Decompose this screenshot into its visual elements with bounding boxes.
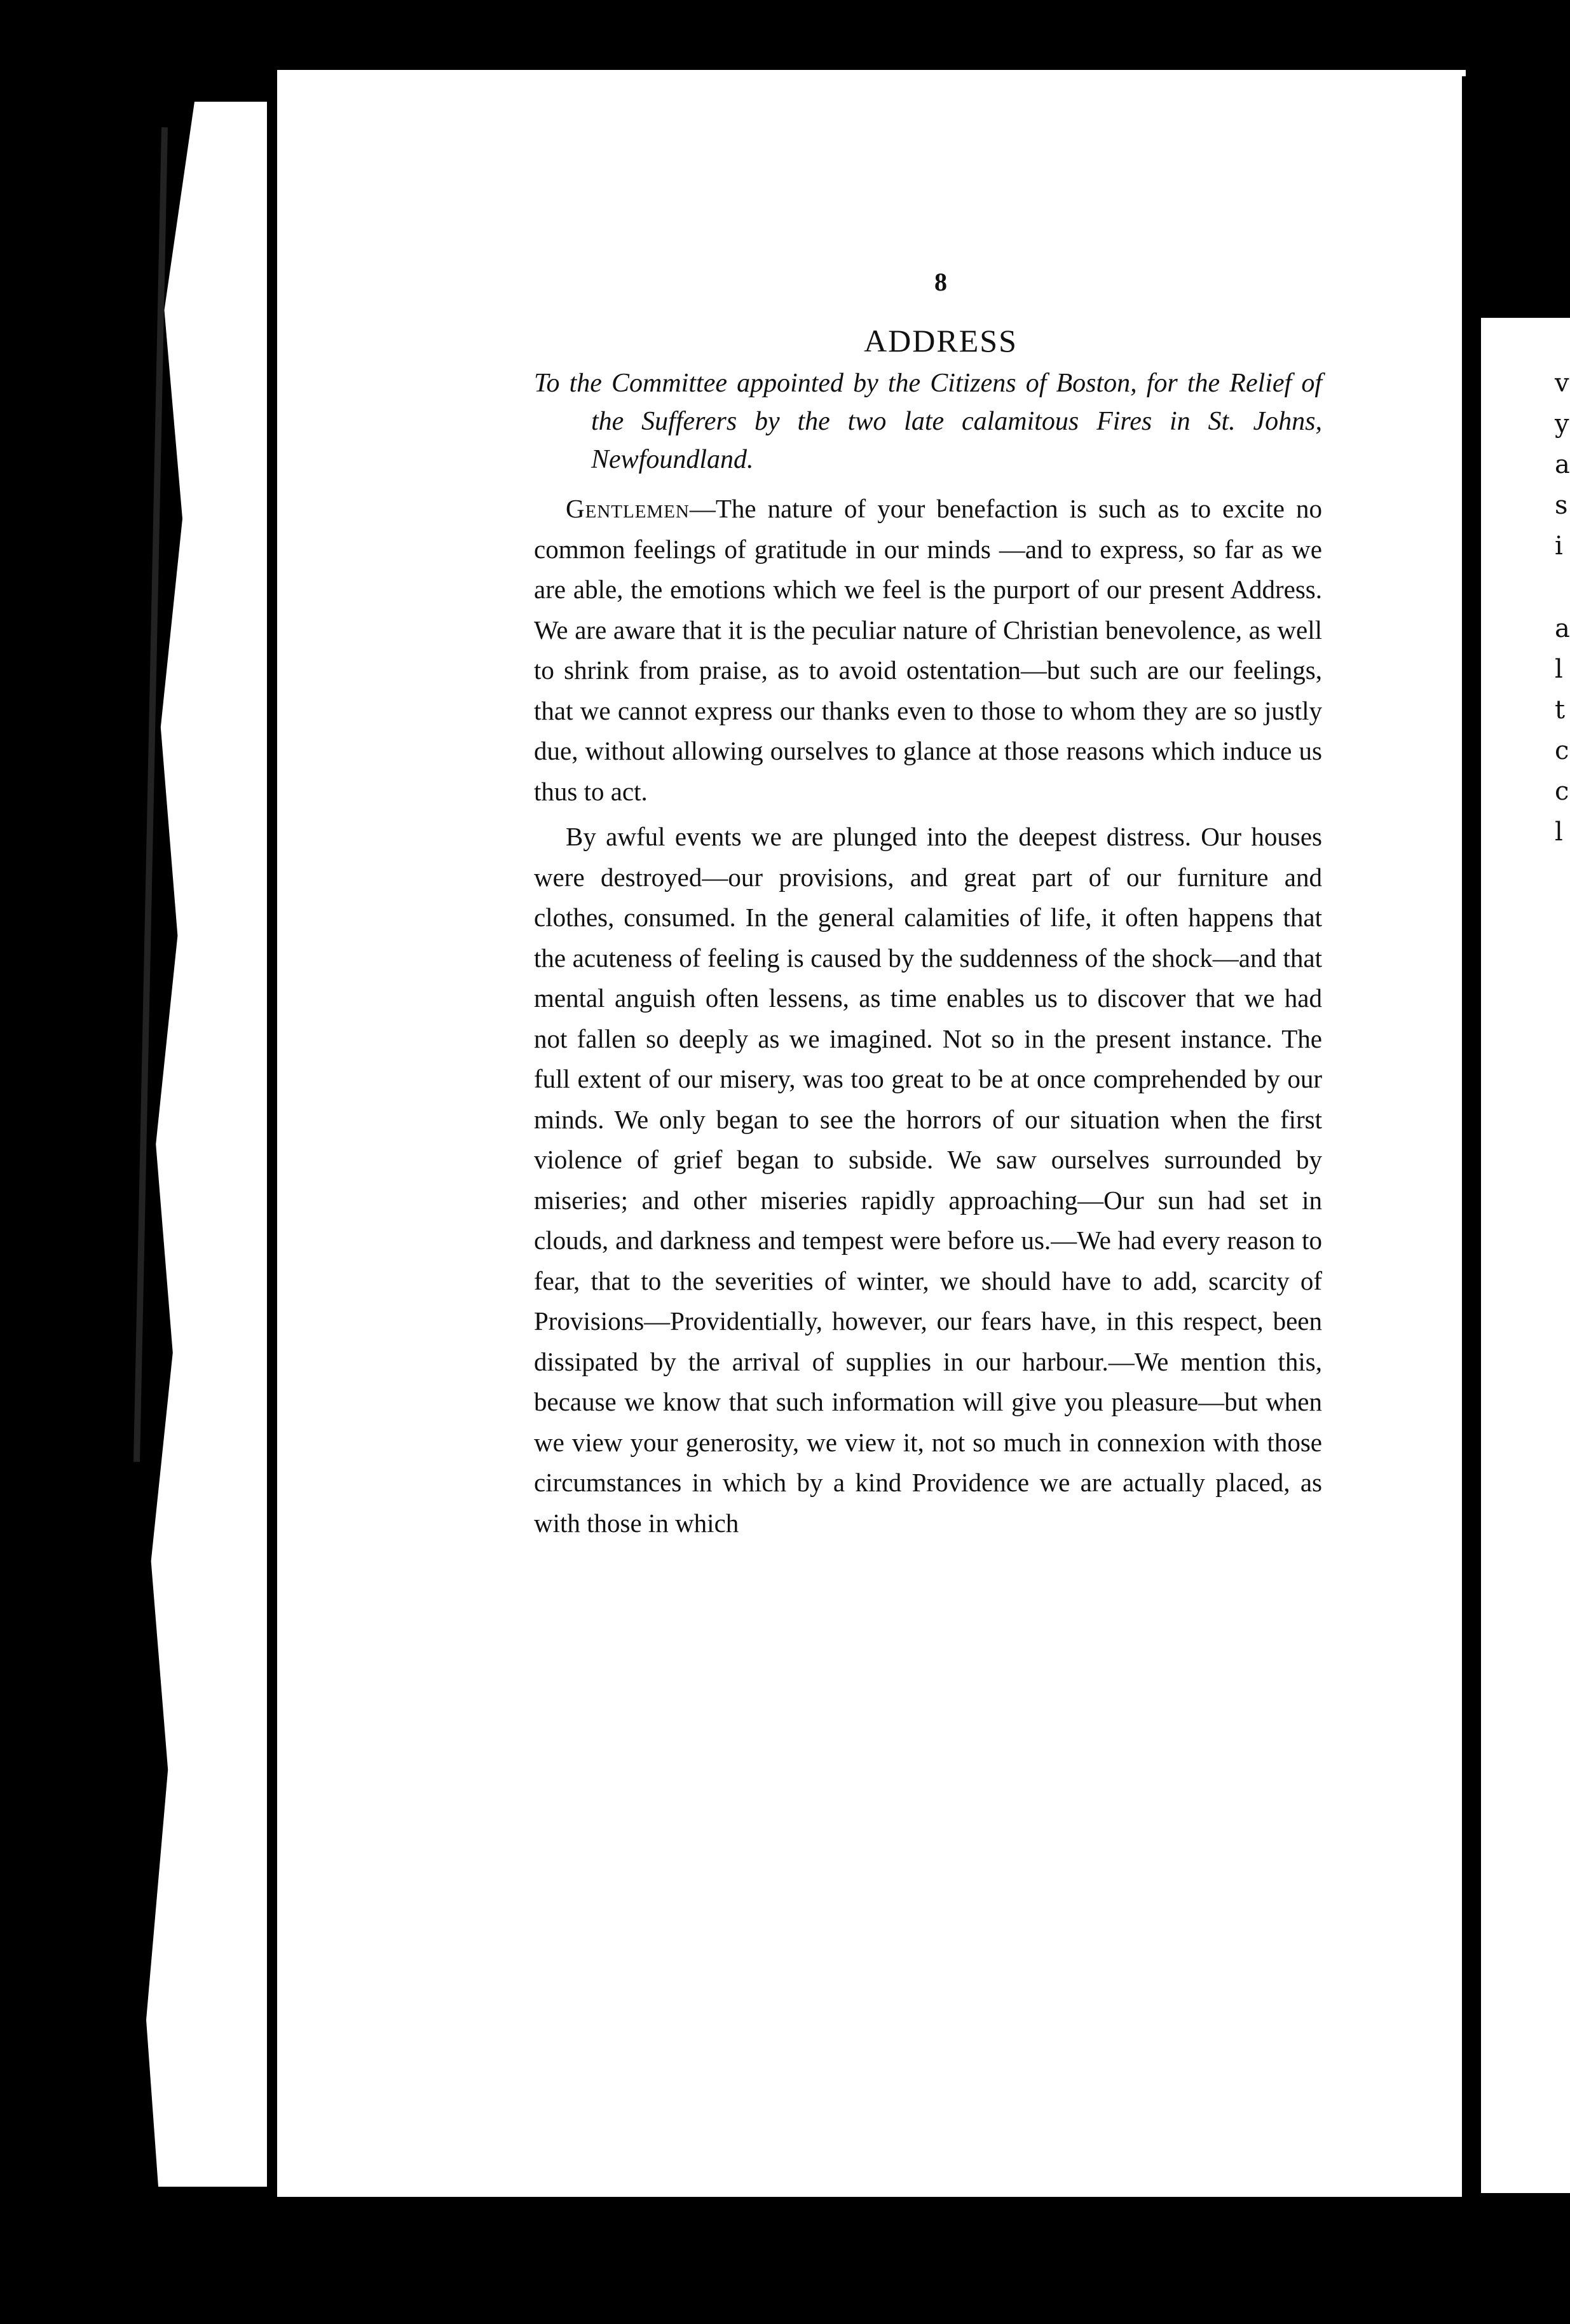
facing-page-edge bbox=[1481, 318, 1570, 2193]
facing-fragment: c bbox=[1555, 736, 1569, 765]
paragraph-2-text: By awful events we are plunged into the deepest distress. Our houses were destroyed—our provisions, and great part of our furniture and clothes, consumed. In the general calamities of life, it often happens that the acuteness of feeling is caused by the suddenness of the shock—and that mental anguish often lessens, as time enables us to discover that we had not fallen so deeply as we imagined. Not so in the present instance. The full extent of our misery, was too great to be at once comprehended by our minds. We only began to see the horrors of our situation when the first violence of grief began to subside. We saw ourselves surrounded by miseries; and other miseries rapidly approaching—Our sun had set in clouds, and darkness and tempest were before us.—We had every reason to fear, that to the severities of winter, we should have to add, scarcity of Provisions—Providentially, however, our fears have, in this respect, been dissipated by the arrival of supplies in our harbour.—We mention this, because we know that such information will give you pleasure—but when we view your generosity, we view it, not so much in connexion with those circumstances in which by a kind Providence we are actually placed, as with those in which bbox=[534, 822, 1322, 1538]
facing-fragment: l bbox=[1555, 655, 1563, 684]
facing-fragment: l bbox=[1555, 817, 1563, 847]
facing-fragment: y bbox=[1555, 409, 1569, 439]
facing-fragment: t bbox=[1555, 695, 1566, 725]
facing-fragment: s bbox=[1555, 491, 1568, 520]
paragraph-1-text: —The nature of your benefaction is such as to excite no common feelings of gratitude in our minds —and to express, so far as we are able, the emotions which we feel is the purport of our present Address. We are aware that it is the peculiar nature of Christian benevolence, as well to shrink from praise, as to avoid ostentation—but such are our feelings, that we cannot express our thanks even to those to whom they are so justly due, without allowing ourselves to glance at those reasons which induce us thus to act. bbox=[534, 494, 1322, 806]
address-heading: ADDRESS bbox=[864, 323, 1018, 359]
facing-fragment: i bbox=[1555, 531, 1563, 561]
paragraph-1 bbox=[534, 489, 1322, 812]
paragraph-2 bbox=[534, 817, 1322, 1543]
page-number: 8 bbox=[934, 268, 947, 296]
bottom-scan-border bbox=[0, 2197, 1570, 2324]
page-text bbox=[534, 267, 1322, 1548]
salutation: Gentlemen bbox=[566, 494, 690, 523]
facing-fragment: a bbox=[1555, 450, 1570, 479]
dedication: To the Committee appointed by the Citizens of Boston, for the Relief of the Sufferers by the two late calamitous Fires in St. Johns, Newfoundland. bbox=[534, 369, 1322, 474]
facing-fragment: c bbox=[1555, 777, 1569, 806]
facing-fragment: v bbox=[1555, 369, 1569, 398]
facing-fragment: a bbox=[1555, 614, 1570, 643]
